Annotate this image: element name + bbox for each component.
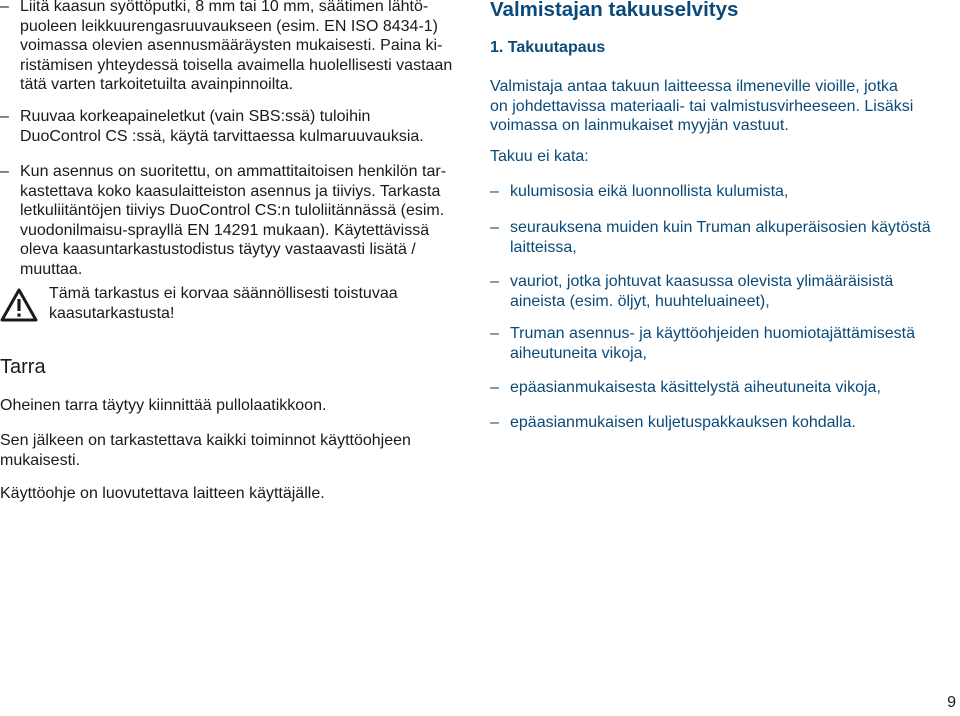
dash-bullet: – <box>490 183 499 200</box>
list-item-text: vauriot, jotka johtuvat kaasussa olevista ylimääräisistä aineista (esim. öljyt, huuhteluaineet), <box>510 273 894 310</box>
section-subtitle: 1. Takuutapaus <box>490 39 606 56</box>
list-item <box>0 107 470 146</box>
page-title: Valmistajan takuuselvitys <box>490 0 739 21</box>
dash-bullet: – <box>0 108 9 125</box>
dash-bullet: – <box>0 0 9 15</box>
list-item <box>490 182 950 202</box>
warning-text: Tämä tarkastus ei korvaa säännöllisesti toistuvaa kaasutarkastusta! <box>49 285 398 322</box>
list-item-text: Ruuvaa korkeapaineletkut (vain SBS:ssä) tuloihin DuoControl CS :ssä, käytä tarvittaessa kulmaruuvauksia. <box>20 108 424 145</box>
list-item-text: Liitä kaasun syöttöputki, 8 mm tai 10 mm, säätimen lähtö- puoleen leikkuurengasruuvaukseen (esim. EN ISO 8434-1) voimassa olevien asennusmääräysten mukaisesti. Paina ki- ristämisen yhteydessä toisella avaimella huolellisesti vastaan tätä varten tarkoitetuilta avainpinnoilta. <box>20 0 453 93</box>
list-item <box>0 0 470 95</box>
paragraph: Käyttöohje on luovutettava laitteen käyttäjälle. <box>0 485 325 502</box>
list-item-text: Truman asennus- ja käyttöohjeiden huomiotajättämisestä aiheutuneita vikoja, <box>510 325 915 362</box>
list-item-text: Kun asennus on suoritettu, on ammattitaitoisen henkilön tar- kastettava koko kaasulaitteiston asennus ja tiiviys. Tarkasta letkuliitäntöjen tiiviys DuoControl CS:n tuloliitännässä (esim. vuodonilmaisu-sprayllä EN 14291 mukaan). Käytettävissä oleva kaasuntarkastustodistus täytyy vastaavasti lisätä / muuttaa. <box>20 163 447 278</box>
dash-bullet: – <box>0 163 9 180</box>
not-covered-label: Takuu ei kata: <box>490 148 589 165</box>
list-item <box>490 413 950 433</box>
dash-bullet: – <box>490 325 499 342</box>
dash-bullet: – <box>490 414 499 431</box>
warning-triangle-icon <box>0 288 38 322</box>
page-number: 9 <box>947 694 956 711</box>
dash-bullet: – <box>490 219 499 236</box>
list-item <box>490 324 950 363</box>
list-item <box>0 162 470 279</box>
paragraph: Sen jälkeen on tarkastettava kaikki toiminnot käyttöohjeen mukaisesti. <box>0 432 411 469</box>
dash-bullet: – <box>490 379 499 396</box>
list-item-text: seurauksena muiden kuin Truman alkuperäisosien käytöstä laitteissa, <box>510 219 931 256</box>
list-item <box>490 218 950 257</box>
paragraph: Oheinen tarra täytyy kiinnittää pullolaatikkoon. <box>0 397 327 414</box>
dash-bullet: – <box>490 273 499 290</box>
intro-paragraph: Valmistaja antaa takuun laitteessa ilmeneville vioille, jotka on johdettavissa materiaali- tai valmistusvirheeseen. Lisäksi voimassa on lainmukaiset myyjän vastuut. <box>490 78 914 134</box>
list-item-text: epäasianmukaisen kuljetuspakkauksen kohdalla. <box>510 414 856 431</box>
section-heading-tarra: Tarra <box>0 356 46 378</box>
list-item <box>490 378 950 398</box>
list-item <box>490 272 950 311</box>
list-item-text: epäasianmukaisesta käsittelystä aiheutuneita vikoja, <box>510 379 881 396</box>
list-item-text: kulumisosia eikä luonnollista kulumista, <box>510 183 789 200</box>
